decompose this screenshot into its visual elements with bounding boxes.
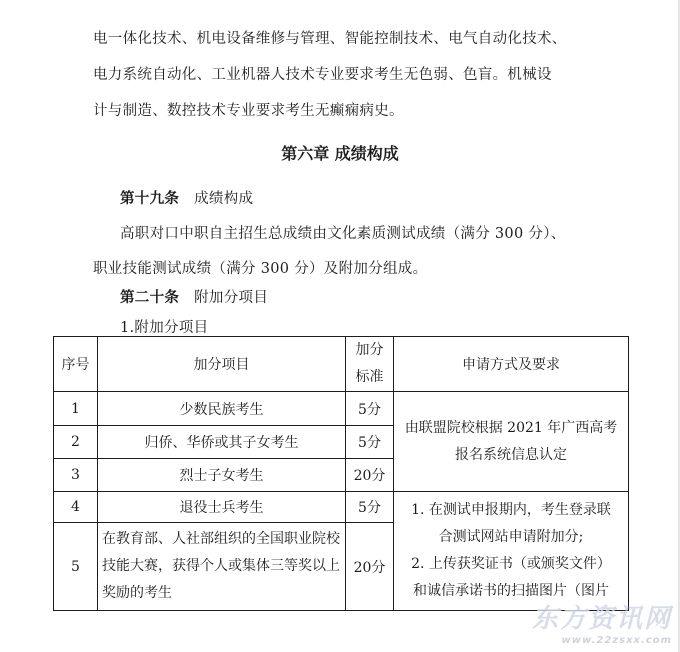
req-group-1-line-2: 报名系统信息认定 <box>455 446 567 463</box>
row-3-item: 烈士子女考生 <box>98 459 346 492</box>
row-2-points: 5分 <box>346 426 394 459</box>
row-3-points: 20分 <box>346 459 394 492</box>
row-2-item: 归侨、华侨或其子女考生 <box>98 426 346 459</box>
watermark-main: 东方资讯网 <box>531 604 672 634</box>
header-points <box>346 337 394 392</box>
article-19-body-line-2: 职业技能测试成绩（满分 300 分）及附加分组成。 <box>93 261 428 277</box>
article-20-title: 附加分项目 <box>194 290 269 306</box>
watermark <box>532 598 672 646</box>
header-points-line-2: 标准 <box>355 369 384 385</box>
watermark-sub: www.22zsxx.com <box>561 635 672 646</box>
row-4-points: 5分 <box>346 492 394 523</box>
req-group-2-line-3: 2. 上传获奖证书（或颁奖文件） <box>411 556 611 572</box>
article-20-heading <box>120 286 268 307</box>
article-20-label: 第二十条 <box>120 290 180 306</box>
req-group-2 <box>394 492 629 611</box>
intro-line-2: 电力系统自动化、工业机器人技术专业要求考生无色弱、色盲。机械设 <box>93 67 552 83</box>
req-group-2-line-2: 合测试网站申请附加分; <box>438 529 584 545</box>
row-4-item: 退役士兵考生 <box>98 492 346 523</box>
subheading: 1.附加分项目 <box>120 320 209 336</box>
intro-line-3: 计与制造、数控技术专业要求考生无癫痫病史。 <box>93 103 404 119</box>
article-19-label: 第十九条 <box>120 191 180 207</box>
table-header-row <box>54 337 629 392</box>
article-19-heading <box>120 187 253 208</box>
row-1-item: 少数民族考生 <box>98 392 346 426</box>
intro-line-1: 电一体化技术、机电设备维修与管理、智能控制技术、电气自动化技术、 <box>93 31 567 47</box>
row-2-no: 2 <box>54 426 98 459</box>
bonus-points-table <box>53 336 629 611</box>
chapter-title: 第六章 成绩构成 <box>281 144 399 163</box>
req-group-2-line-4: 和诚信承诺书的扫描图片（图片 <box>413 583 609 599</box>
row-1-points: 5分 <box>346 392 394 426</box>
table-row <box>54 392 629 426</box>
header-no: 序号 <box>54 337 98 392</box>
row-5-points: 20分 <box>346 523 394 611</box>
row-3-no: 3 <box>54 459 98 492</box>
req-group-1-line-1: 由联盟院校根据 2021 年广西高考 <box>404 419 618 436</box>
row-4-no: 4 <box>54 492 98 523</box>
row-1-no: 1 <box>54 392 98 426</box>
header-req: 申请方式及要求 <box>394 337 629 392</box>
article-19-title: 成绩构成 <box>194 191 254 207</box>
row-5-item: 在教育部、人社部组织的全国职业院校技能大赛，获得个人或集体三等奖以上奖励的考生 <box>98 523 346 611</box>
req-group-2-line-1: 1. 在测试申报期内，考生登录联 <box>411 502 611 518</box>
article-19-body-line-1: 高职对口中职自主招生总成绩由文化素质测试成绩（满分 300 分）、 <box>120 226 566 242</box>
table-row <box>54 492 629 523</box>
row-5-no: 5 <box>54 523 98 611</box>
header-points-line-1: 加分 <box>355 342 384 358</box>
req-group-1 <box>394 392 629 492</box>
header-item: 加分项目 <box>98 337 346 392</box>
